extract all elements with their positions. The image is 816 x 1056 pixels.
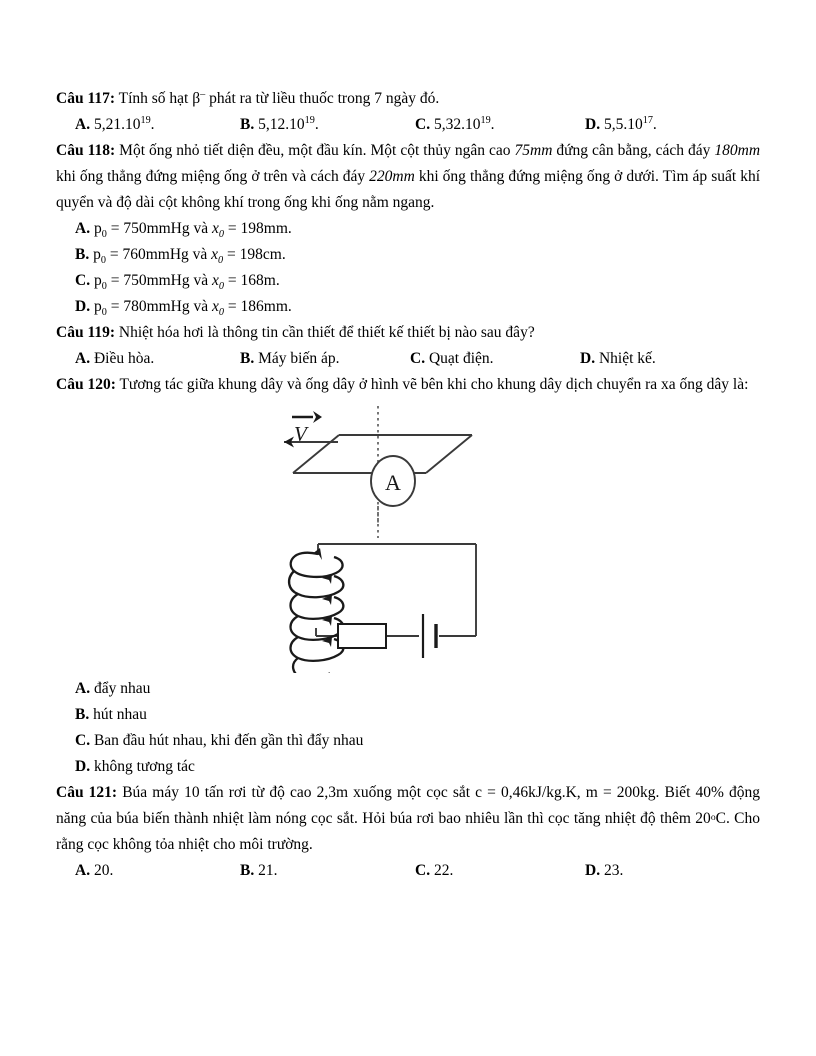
pressure-subscript: 0 — [101, 281, 107, 293]
option-letter: B. — [75, 246, 90, 263]
option-tail: . — [275, 272, 280, 289]
equals-sign: = — [106, 298, 124, 315]
question-text-part-a: Tính số hạt β — [118, 90, 201, 107]
option-c[interactable] — [415, 858, 453, 884]
question-text-seg-2: đứng cân bằng, cách đáy — [552, 142, 715, 159]
pressure-subscript: 0 — [101, 229, 107, 241]
circuit-svg — [276, 398, 536, 673]
question-text-before-degree: Búa máy 10 tấn rơi từ độ cao 2,3m xuống một cọc sắt c = 0,46kJ/kg.K, m = 200kg. Biết 40% động năng của búa biến thành nhiệt làm nóng cọc sắt. Hỏi búa rơi bao nhiêu lần thì cọc tăng nhiệt độ thêm 20 — [56, 784, 761, 827]
question-label: Câu 120: — [56, 376, 116, 393]
option-d[interactable] — [75, 754, 760, 780]
length-subscript: 0 — [218, 307, 225, 319]
option-exponent: 17 — [642, 114, 653, 126]
ammeter-label: A — [385, 470, 401, 495]
equals-sign: = — [224, 298, 241, 315]
option-a[interactable] — [75, 216, 760, 242]
pressure-value: 750mmHg — [123, 220, 190, 237]
question-text-seg-6: khi ống thẳng đứng miệng ống ở dưới. Tìm áp suất khí quyển và độ dài cột không khí trong ống khi ống nằm ngang. — [56, 168, 760, 211]
beta-minus-superscript: – — [200, 88, 206, 100]
pressure-value: 750mmHg — [123, 272, 190, 289]
option-exponent: 19 — [480, 114, 491, 126]
option-text: 5,12.10 — [258, 116, 305, 133]
option-letter: D. — [585, 862, 601, 879]
ammeter-icon — [371, 456, 415, 506]
option-b[interactable] — [240, 346, 339, 372]
option-c[interactable] — [415, 112, 495, 138]
question-label: Câu 118: — [56, 142, 116, 159]
option-b[interactable] — [240, 858, 277, 884]
option-letter: C. — [415, 862, 431, 879]
length-symbol: x — [212, 220, 219, 237]
option-b[interactable] — [75, 242, 760, 268]
option-letter: C. — [415, 116, 431, 133]
length-value: 198mm — [240, 220, 288, 237]
length-subscript: 0 — [218, 229, 225, 241]
coil-and-loop-circuit-diagram — [276, 398, 536, 678]
question-label: Câu 121: — [56, 784, 118, 801]
option-c[interactable] — [75, 728, 760, 754]
length-symbol: x — [212, 272, 219, 289]
pressure-symbol: p — [93, 272, 102, 289]
option-tail: . — [314, 116, 319, 133]
option-text: Máy biến áp. — [258, 350, 340, 367]
option-text: 5,21.10 — [93, 116, 141, 133]
question-cau-119 — [56, 320, 760, 346]
option-c[interactable] — [75, 268, 760, 294]
option-text: Quạt điện. — [428, 350, 494, 367]
battery-icon — [423, 614, 436, 658]
conjunction: và — [189, 298, 213, 315]
option-tail: . — [287, 298, 292, 315]
question-cau-121 — [56, 780, 760, 858]
option-exponent: 19 — [140, 114, 151, 126]
option-text: 22. — [433, 862, 454, 879]
option-letter: B. — [240, 862, 255, 879]
equals-sign: = — [223, 246, 240, 263]
question-text-after-degree: C. Cho rằng cọc không tỏa nhiệt cho môi trường. — [56, 810, 760, 853]
option-letter: C. — [410, 350, 426, 367]
question-cau-118 — [56, 138, 760, 216]
option-a[interactable] — [75, 346, 154, 372]
option-text: Nhiệt kế. — [598, 350, 656, 367]
question-cau-120 — [56, 372, 760, 398]
options-row-cau-119 — [56, 346, 760, 372]
options-row-cau-117 — [56, 112, 760, 138]
option-b[interactable] — [240, 112, 319, 138]
length-value: 198cm — [239, 246, 282, 263]
equals-sign: = — [105, 246, 123, 263]
option-a[interactable] — [75, 858, 113, 884]
option-letter: B. — [240, 350, 255, 367]
options-row-cau-121 — [56, 858, 760, 884]
question-cau-117 — [56, 86, 760, 112]
pressure-subscript: 0 — [100, 255, 106, 267]
option-letter: D. — [580, 350, 596, 367]
option-letter: B. — [75, 706, 90, 723]
pressure-symbol: p — [93, 246, 101, 263]
option-letter: A. — [75, 680, 91, 697]
option-letter: D. — [585, 116, 601, 133]
option-letter: C. — [75, 732, 91, 749]
option-letter: D. — [75, 758, 91, 775]
pressure-symbol: p — [93, 220, 102, 237]
option-letter: A. — [75, 350, 91, 367]
question-text-seg-0: Một ống nhỏ tiết diện đều, một đầu kín. Một cột thủy ngân cao — [119, 142, 515, 159]
question-label: Câu 117: — [56, 90, 115, 107]
length-value: 186mm — [240, 298, 288, 315]
options-stack-cau-118 — [56, 216, 760, 320]
pressure-value: 760mmHg — [122, 246, 189, 263]
question-text-seg-5: 220mm — [369, 168, 415, 185]
option-text: 23. — [603, 862, 624, 879]
question-text-seg-3: 180mm — [714, 142, 761, 159]
option-tail: . — [150, 116, 155, 133]
degree-symbol: o — [710, 811, 716, 823]
option-tail: . — [287, 220, 292, 237]
option-letter: B. — [240, 116, 255, 133]
options-stack-cau-120 — [56, 676, 760, 780]
option-text: Điều hòa. — [93, 350, 155, 367]
length-value: 168m — [240, 272, 276, 289]
option-letter: D. — [75, 298, 91, 315]
option-text: Ban đầu hút nhau, khi đến gần thì đẩy nhau — [93, 732, 364, 749]
pressure-value: 780mmHg — [123, 298, 190, 315]
option-a[interactable] — [75, 112, 155, 138]
pressure-symbol: p — [93, 298, 102, 315]
question-text-seg-1: 75mm — [514, 142, 553, 159]
option-d[interactable] — [585, 858, 623, 884]
question-text-part-b: phát ra từ liều thuốc trong 7 ngày đó. — [205, 90, 440, 107]
option-text: 21. — [258, 862, 278, 879]
option-text: 20. — [93, 862, 114, 879]
equals-sign: = — [224, 220, 241, 237]
question-label: Câu 119: — [56, 324, 115, 341]
option-text: đẩy nhau — [93, 680, 151, 697]
option-a[interactable] — [75, 676, 760, 702]
option-tail: . — [652, 116, 657, 133]
option-tail: . — [490, 116, 495, 133]
velocity-label: V — [294, 422, 307, 446]
question-text: Tương tác giữa khung dây và ống dây ở hình vẽ bên khi cho khung dây dịch chuyển ra xa ống dây là: — [119, 376, 749, 393]
equals-sign: = — [106, 220, 124, 237]
option-tail: . — [281, 246, 286, 263]
coil-current-arrows-icon — [312, 548, 332, 673]
option-exponent: 19 — [304, 114, 315, 126]
option-text: không tương tác — [93, 758, 195, 775]
length-subscript: 0 — [218, 255, 224, 267]
option-letter: A. — [75, 862, 91, 879]
length-symbol: x — [212, 298, 219, 315]
option-c[interactable] — [410, 346, 494, 372]
length-subscript: 0 — [218, 281, 225, 293]
question-text-seg-4: khi ống thẳng đứng miệng ống ở trên và cách đáy — [56, 168, 370, 185]
option-text: hút nhau — [93, 706, 147, 723]
option-letter: A. — [75, 116, 91, 133]
conjunction: và — [189, 220, 213, 237]
equals-sign: = — [106, 272, 124, 289]
option-d[interactable] — [580, 346, 656, 372]
option-letter: A. — [75, 220, 91, 237]
conjunction: và — [188, 246, 212, 263]
question-text — [119, 90, 440, 107]
option-text: 5,32.10 — [433, 116, 481, 133]
question-text: Nhiệt hóa hơi là thông tin cần thiết để thiết kế thiết bị nào sau đây? — [118, 324, 535, 341]
conjunction: và — [189, 272, 213, 289]
option-text: 5,5.10 — [603, 116, 643, 133]
pressure-subscript: 0 — [101, 307, 107, 319]
option-letter: C. — [75, 272, 91, 289]
option-d[interactable] — [585, 112, 657, 138]
solenoid-icon — [289, 553, 343, 673]
length-symbol: x — [211, 246, 219, 263]
equals-sign: = — [224, 272, 241, 289]
option-b[interactable] — [75, 702, 760, 728]
resistor-icon — [338, 624, 386, 648]
page-content — [56, 86, 760, 884]
figure-container-cau-120 — [56, 398, 760, 676]
option-d[interactable] — [75, 294, 760, 320]
